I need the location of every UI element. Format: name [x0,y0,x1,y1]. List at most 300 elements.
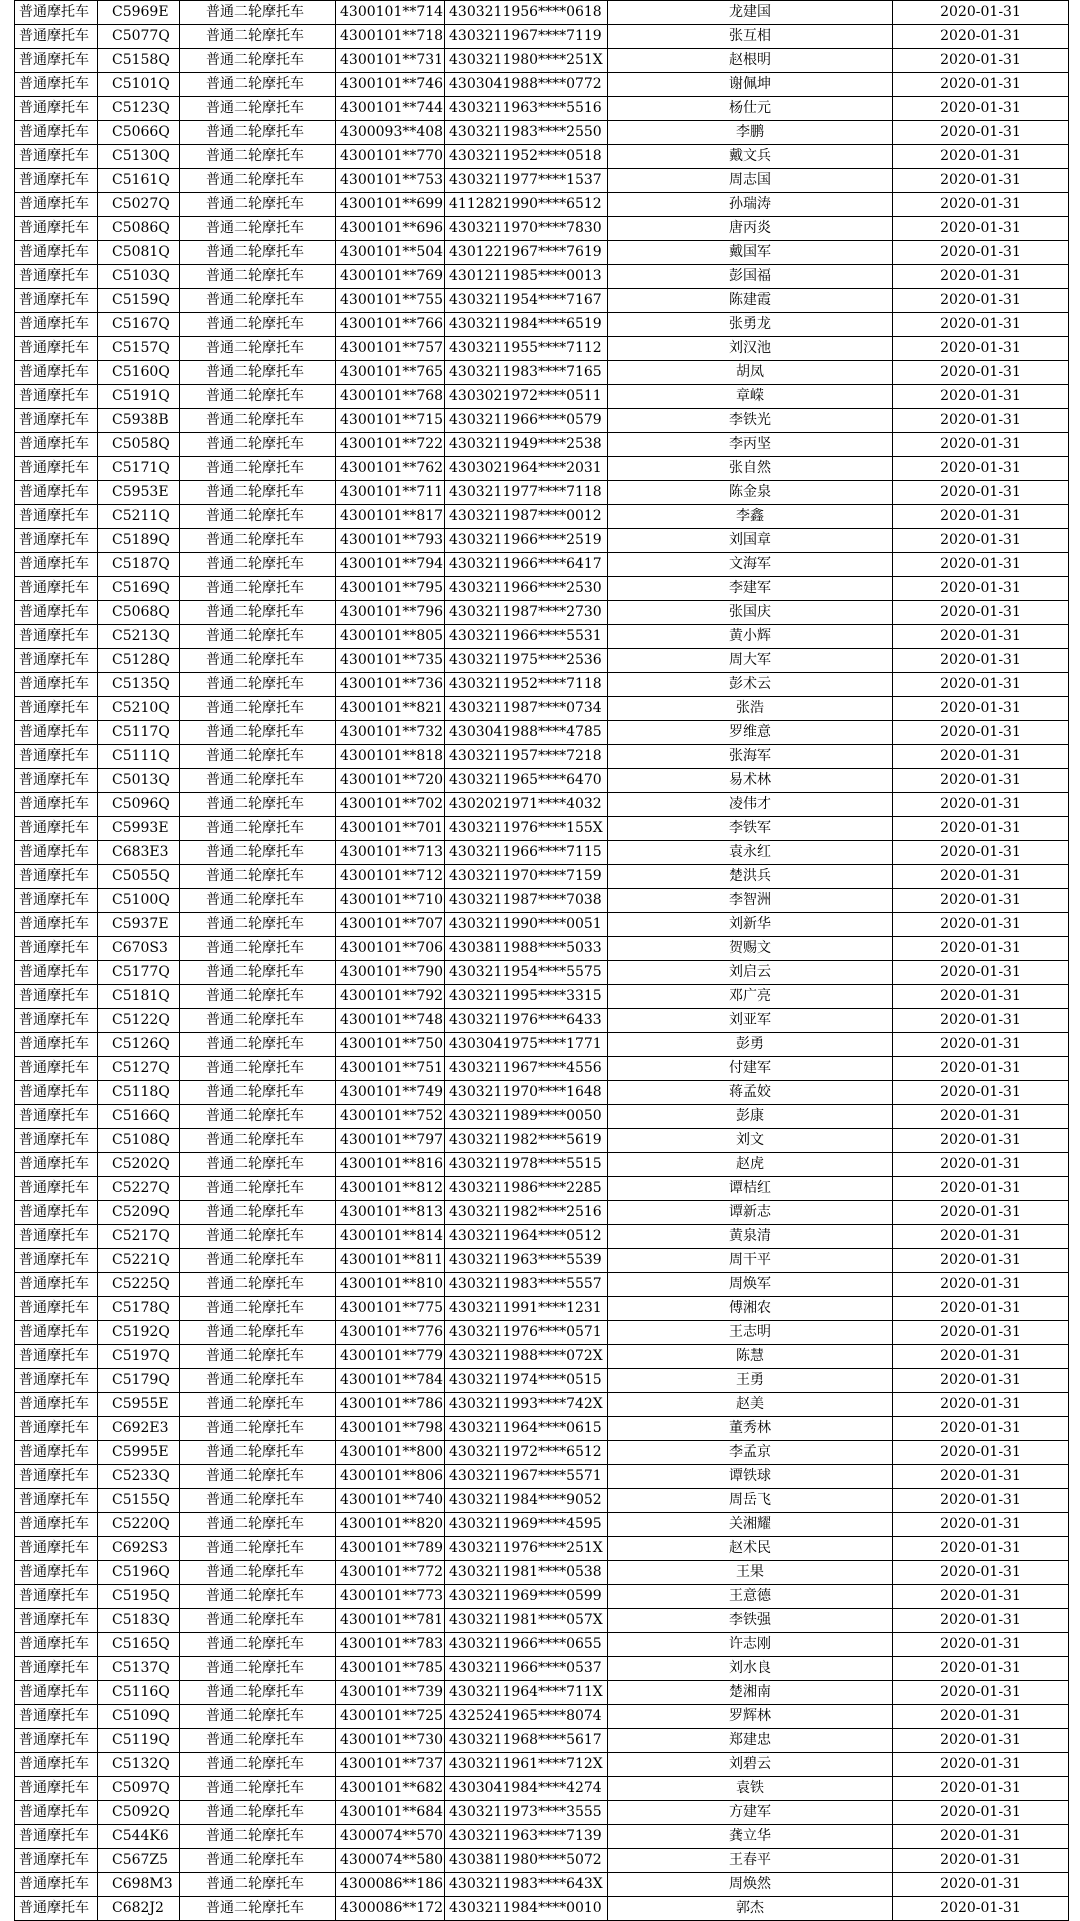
date-cell: 2020-01-31 [893,481,1069,505]
license-number-cell: 4300101**792 [336,985,445,1009]
table-row [15,1849,1069,1873]
vehicle-type-cell: 普通二轮摩托车 [180,625,336,649]
table-row [15,1513,1069,1537]
class-code-cell: C5211Q [98,505,180,529]
name-cell: 贺赐文 [608,937,893,961]
vehicle-category-cell: 普通摩托车 [15,1105,98,1129]
class-code-cell: C5077Q [98,25,180,49]
table-row [15,1417,1069,1441]
license-number-cell: 4300101**790 [336,961,445,985]
license-number-cell: 4300101**713 [336,841,445,865]
vehicle-category-cell: 普通摩托车 [15,457,98,481]
date-cell: 2020-01-31 [893,1009,1069,1033]
id-number-cell: 4303211976****251X [445,1537,608,1561]
class-code-cell: C5209Q [98,1201,180,1225]
id-number-cell: 4303021964****2031 [445,457,608,481]
license-number-cell: 4300086**186 [336,1873,445,1897]
name-cell: 章嵘 [608,385,893,409]
id-number-cell: 4301221967****7619 [445,241,608,265]
vehicle-category-cell: 普通摩托车 [15,145,98,169]
table-row [15,1489,1069,1513]
table-row [15,841,1069,865]
vehicle-type-cell: 普通二轮摩托车 [180,673,336,697]
vehicle-category-cell: 普通摩托车 [15,1081,98,1105]
vehicle-type-cell: 普通二轮摩托车 [180,1801,336,1825]
date-cell: 2020-01-31 [893,49,1069,73]
table-row [15,1009,1069,1033]
id-number-cell: 4303211976****0571 [445,1321,608,1345]
class-code-cell: C5027Q [98,193,180,217]
license-number-cell: 4300101**735 [336,649,445,673]
id-number-cell: 4303211987****0734 [445,697,608,721]
license-number-cell: 4300101**785 [336,1657,445,1681]
name-cell: 谭桔红 [608,1177,893,1201]
table-row [15,721,1069,745]
class-code-cell: C5109Q [98,1705,180,1729]
id-number-cell: 4303211986****2285 [445,1177,608,1201]
date-cell: 2020-01-31 [893,889,1069,913]
table-row [15,1105,1069,1129]
name-cell: 关湘耀 [608,1513,893,1537]
class-code-cell: C5126Q [98,1033,180,1057]
table-row [15,1297,1069,1321]
table-row [15,817,1069,841]
table-row [15,409,1069,433]
vehicle-category-cell: 普通摩托车 [15,505,98,529]
vehicle-type-cell: 普通二轮摩托车 [180,1225,336,1249]
vehicle-category-cell: 普通摩托车 [15,1177,98,1201]
name-cell: 陈慧 [608,1345,893,1369]
license-number-cell: 4300101**752 [336,1105,445,1129]
date-cell: 2020-01-31 [893,769,1069,793]
vehicle-type-cell: 普通二轮摩托车 [180,1081,336,1105]
vehicle-category-cell: 普通摩托车 [15,385,98,409]
vehicle-category-cell: 普通摩托车 [15,73,98,97]
date-cell: 2020-01-31 [893,601,1069,625]
name-cell: 文海军 [608,553,893,577]
vehicle-category-cell: 普通摩托车 [15,1225,98,1249]
name-cell: 张自然 [608,457,893,481]
vehicle-type-cell: 普通二轮摩托车 [180,745,336,769]
vehicle-type-cell: 普通二轮摩托车 [180,121,336,145]
license-number-cell: 4300093**408 [336,121,445,145]
date-cell: 2020-01-31 [893,1177,1069,1201]
name-cell: 李丙坚 [608,433,893,457]
table-row [15,289,1069,313]
class-code-cell: C5097Q [98,1777,180,1801]
vehicle-category-cell: 普通摩托车 [15,769,98,793]
license-number-cell: 4300101**805 [336,625,445,649]
vehicle-category-cell: 普通摩托车 [15,481,98,505]
table-row [15,97,1069,121]
class-code-cell: C5081Q [98,241,180,265]
name-cell: 王志明 [608,1321,893,1345]
license-number-cell: 4300101**783 [336,1633,445,1657]
table-row [15,217,1069,241]
vehicle-category-cell: 普通摩托车 [15,1777,98,1801]
table-row [15,1681,1069,1705]
vehicle-type-cell: 普通二轮摩托车 [180,1273,336,1297]
class-code-cell: C5127Q [98,1057,180,1081]
class-code-cell: C5159Q [98,289,180,313]
id-number-cell: 4303211983****5557 [445,1273,608,1297]
vehicle-category-cell: 普通摩托车 [15,1009,98,1033]
name-cell: 李铁军 [608,817,893,841]
vehicle-type-cell: 普通二轮摩托车 [180,1,336,25]
vehicle-type-cell: 普通二轮摩托车 [180,433,336,457]
table-row [15,1537,1069,1561]
date-cell: 2020-01-31 [893,1105,1069,1129]
class-code-cell: C5166Q [98,1105,180,1129]
id-number-cell: 4303211966****6417 [445,553,608,577]
id-number-cell: 4303021972****0511 [445,385,608,409]
name-cell: 张浩 [608,697,893,721]
table-row [15,1081,1069,1105]
id-number-cell: 4303211972****6512 [445,1441,608,1465]
license-number-cell: 4300101**701 [336,817,445,841]
vehicle-type-cell: 普通二轮摩托车 [180,769,336,793]
id-number-cell: 4303211954****5575 [445,961,608,985]
name-cell: 李铁光 [608,409,893,433]
vehicle-type-cell: 普通二轮摩托车 [180,1681,336,1705]
date-cell: 2020-01-31 [893,1897,1069,1921]
class-code-cell: C5111Q [98,745,180,769]
id-number-cell: 4303211963****5539 [445,1249,608,1273]
id-number-cell: 4303211952****0518 [445,145,608,169]
class-code-cell: C5995E [98,1441,180,1465]
name-cell: 孙瑞涛 [608,193,893,217]
vehicle-type-cell: 普通二轮摩托车 [180,145,336,169]
class-code-cell: C5955E [98,1393,180,1417]
id-number-cell: 4303211955****7112 [445,337,608,361]
id-number-cell: 4303211969****0599 [445,1585,608,1609]
name-cell: 张互相 [608,25,893,49]
vehicle-type-cell: 普通二轮摩托车 [180,1441,336,1465]
date-cell: 2020-01-31 [893,577,1069,601]
id-number-cell: 4303211961****712X [445,1753,608,1777]
class-code-cell: C5122Q [98,1009,180,1033]
name-cell: 张勇龙 [608,313,893,337]
vehicle-type-cell: 普通二轮摩托车 [180,697,336,721]
date-cell: 2020-01-31 [893,217,1069,241]
vehicle-category-cell: 普通摩托车 [15,1345,98,1369]
id-number-cell: 4303211964****711X [445,1681,608,1705]
date-cell: 2020-01-31 [893,1249,1069,1273]
id-number-cell: 4303211991****1231 [445,1297,608,1321]
class-code-cell: C5195Q [98,1585,180,1609]
name-cell: 王意德 [608,1585,893,1609]
id-number-cell: 4303211967****7119 [445,25,608,49]
license-number-cell: 4300101**772 [336,1561,445,1585]
vehicle-type-cell: 普通二轮摩托车 [180,97,336,121]
table-row [15,433,1069,457]
id-number-cell: 4303211978****5515 [445,1153,608,1177]
license-number-cell: 4300101**821 [336,697,445,721]
date-cell: 2020-01-31 [893,1033,1069,1057]
name-cell: 王果 [608,1561,893,1585]
vehicle-type-cell: 普通二轮摩托车 [180,73,336,97]
vehicle-category-cell: 普通摩托车 [15,1537,98,1561]
name-cell: 刘水良 [608,1657,893,1681]
id-number-cell: 4303211968****5617 [445,1729,608,1753]
vehicle-type-cell: 普通二轮摩托车 [180,1249,336,1273]
name-cell: 李鑫 [608,505,893,529]
name-cell: 刘启云 [608,961,893,985]
table-row [15,1249,1069,1273]
date-cell: 2020-01-31 [893,1,1069,25]
vehicle-type-cell: 普通二轮摩托车 [180,649,336,673]
name-cell: 李孟京 [608,1441,893,1465]
name-cell: 周焕然 [608,1873,893,1897]
table-row [15,697,1069,721]
vehicle-category-cell: 普通摩托车 [15,1321,98,1345]
name-cell: 傅湘农 [608,1297,893,1321]
vehicle-category-cell: 普通摩托车 [15,793,98,817]
id-number-cell: 4303211964****0615 [445,1417,608,1441]
name-cell: 胡凤 [608,361,893,385]
id-number-cell: 4303211963****5516 [445,97,608,121]
table-row [15,193,1069,217]
license-number-cell: 4300101**720 [336,769,445,793]
vehicle-category-cell: 普通摩托车 [15,25,98,49]
name-cell: 谭铁球 [608,1465,893,1489]
vehicle-type-cell: 普通二轮摩托车 [180,1393,336,1417]
table-row [15,337,1069,361]
vehicle-category-cell: 普通摩托车 [15,961,98,985]
name-cell: 周大军 [608,649,893,673]
license-number-cell: 4300101**818 [336,745,445,769]
license-number-cell: 4300101**751 [336,1057,445,1081]
table-row [15,1585,1069,1609]
class-code-cell: C5013Q [98,769,180,793]
license-number-cell: 4300101**755 [336,289,445,313]
table-row [15,1705,1069,1729]
id-number-cell: 4303041988****4785 [445,721,608,745]
date-cell: 2020-01-31 [893,817,1069,841]
license-number-cell: 4300101**711 [336,481,445,505]
vehicle-category-cell: 普通摩托车 [15,337,98,361]
vehicle-category-cell: 普通摩托车 [15,697,98,721]
license-number-cell: 4300101**712 [336,865,445,889]
date-cell: 2020-01-31 [893,1081,1069,1105]
license-number-cell: 4300101**753 [336,169,445,193]
name-cell: 张国庆 [608,601,893,625]
class-code-cell: C5221Q [98,1249,180,1273]
class-code-cell: C698M3 [98,1873,180,1897]
vehicle-type-cell: 普通二轮摩托车 [180,1873,336,1897]
class-code-cell: C5220Q [98,1513,180,1537]
date-cell: 2020-01-31 [893,1489,1069,1513]
license-number-cell: 4300101**820 [336,1513,445,1537]
vehicle-type-cell: 普通二轮摩托车 [180,985,336,1009]
id-number-cell: 4112821990****6512 [445,193,608,217]
date-cell: 2020-01-31 [893,961,1069,985]
class-code-cell: C5118Q [98,1081,180,1105]
record-table [14,0,1069,1921]
date-cell: 2020-01-31 [893,1321,1069,1345]
class-code-cell: C5210Q [98,697,180,721]
table-row [15,1393,1069,1417]
table-row [15,1777,1069,1801]
table-row [15,649,1069,673]
id-number-cell: 4303211952****7118 [445,673,608,697]
date-cell: 2020-01-31 [893,1417,1069,1441]
id-number-cell: 4303211977****1537 [445,169,608,193]
id-number-cell: 4303211987****2730 [445,601,608,625]
license-number-cell: 4300101**744 [336,97,445,121]
license-number-cell: 4300101**796 [336,601,445,625]
date-cell: 2020-01-31 [893,433,1069,457]
class-code-cell: C5108Q [98,1129,180,1153]
vehicle-category-cell: 普通摩托车 [15,1561,98,1585]
vehicle-category-cell: 普通摩托车 [15,1393,98,1417]
date-cell: 2020-01-31 [893,793,1069,817]
table-row [15,1345,1069,1369]
vehicle-type-cell: 普通二轮摩托车 [180,1561,336,1585]
name-cell: 许志刚 [608,1633,893,1657]
id-number-cell: 4303211982****5619 [445,1129,608,1153]
class-code-cell: C5155Q [98,1489,180,1513]
id-number-cell: 4303211975****2536 [445,649,608,673]
name-cell: 赵术民 [608,1537,893,1561]
license-number-cell: 4300101**725 [336,1705,445,1729]
license-number-cell: 4300101**696 [336,217,445,241]
vehicle-type-cell: 普通二轮摩托车 [180,1753,336,1777]
table-row [15,937,1069,961]
vehicle-category-cell: 普通摩托车 [15,1129,98,1153]
vehicle-type-cell: 普通二轮摩托车 [180,889,336,913]
name-cell: 张海军 [608,745,893,769]
date-cell: 2020-01-31 [893,1465,1069,1489]
name-cell: 袁永红 [608,841,893,865]
class-code-cell: C5092Q [98,1801,180,1825]
vehicle-type-cell: 普通二轮摩托车 [180,1657,336,1681]
vehicle-category-cell: 普通摩托车 [15,601,98,625]
vehicle-type-cell: 普通二轮摩托车 [180,1513,336,1537]
vehicle-category-cell: 普通摩托车 [15,1249,98,1273]
id-number-cell: 4303211983****2550 [445,121,608,145]
table-row [15,481,1069,505]
class-code-cell: C5202Q [98,1153,180,1177]
id-number-cell: 4303211984****0010 [445,1897,608,1921]
license-number-cell: 4300101**730 [336,1729,445,1753]
license-number-cell: 4300101**750 [336,1033,445,1057]
date-cell: 2020-01-31 [893,1849,1069,1873]
record-table-body [15,1,1069,1921]
table-row [15,1561,1069,1585]
license-number-cell: 4300101**798 [336,1417,445,1441]
id-number-cell: 4303211956****0618 [445,1,608,25]
name-cell: 袁铁 [608,1777,893,1801]
class-code-cell: C5119Q [98,1729,180,1753]
id-number-cell: 4303211982****2516 [445,1201,608,1225]
class-code-cell: C5177Q [98,961,180,985]
class-code-cell: C5233Q [98,1465,180,1489]
class-code-cell: C5165Q [98,1633,180,1657]
date-cell: 2020-01-31 [893,1825,1069,1849]
date-cell: 2020-01-31 [893,1129,1069,1153]
name-cell: 李建军 [608,577,893,601]
date-cell: 2020-01-31 [893,1801,1069,1825]
vehicle-category-cell: 普通摩托车 [15,1441,98,1465]
table-row [15,1321,1069,1345]
class-code-cell: C5132Q [98,1753,180,1777]
vehicle-type-cell: 普通二轮摩托车 [180,1609,336,1633]
id-number-cell: 4303211981****0538 [445,1561,608,1585]
name-cell: 郭杰 [608,1897,893,1921]
name-cell: 彭勇 [608,1033,893,1057]
date-cell: 2020-01-31 [893,169,1069,193]
name-cell: 董秀林 [608,1417,893,1441]
vehicle-category-cell: 普通摩托车 [15,1,98,25]
id-number-cell: 4303211954****7167 [445,289,608,313]
date-cell: 2020-01-31 [893,937,1069,961]
id-number-cell: 4303211977****7118 [445,481,608,505]
table-row [15,601,1069,625]
class-code-cell: C5197Q [98,1345,180,1369]
vehicle-type-cell: 普通二轮摩托车 [180,1321,336,1345]
table-row [15,961,1069,985]
license-number-cell: 4300101**794 [336,553,445,577]
name-cell: 周干平 [608,1249,893,1273]
vehicle-type-cell: 普通二轮摩托车 [180,1897,336,1921]
license-number-cell: 4300101**740 [336,1489,445,1513]
class-code-cell: C544K6 [98,1825,180,1849]
name-cell: 陈建霞 [608,289,893,313]
name-cell: 邓广亮 [608,985,893,1009]
vehicle-type-cell: 普通二轮摩托车 [180,1633,336,1657]
license-number-cell: 4300101**810 [336,1273,445,1297]
id-number-cell: 4303211966****2519 [445,529,608,553]
table-row [15,49,1069,73]
vehicle-type-cell: 普通二轮摩托车 [180,1417,336,1441]
license-number-cell: 4300101**739 [336,1681,445,1705]
class-code-cell: C5167Q [98,313,180,337]
vehicle-type-cell: 普通二轮摩托车 [180,169,336,193]
name-cell: 李铁强 [608,1609,893,1633]
license-number-cell: 4300101**806 [336,1465,445,1489]
table-row [15,1273,1069,1297]
date-cell: 2020-01-31 [893,1369,1069,1393]
vehicle-type-cell: 普通二轮摩托车 [180,601,336,625]
license-number-cell: 4300101**816 [336,1153,445,1177]
vehicle-category-cell: 普通摩托车 [15,361,98,385]
table-row [15,673,1069,697]
date-cell: 2020-01-31 [893,1273,1069,1297]
vehicle-category-cell: 普通摩托车 [15,937,98,961]
license-number-cell: 4300101**781 [336,1609,445,1633]
date-cell: 2020-01-31 [893,25,1069,49]
date-cell: 2020-01-31 [893,1297,1069,1321]
id-number-cell: 4325241965****8074 [445,1705,608,1729]
name-cell: 龚立华 [608,1825,893,1849]
name-cell: 刘国章 [608,529,893,553]
vehicle-category-cell: 普通摩托车 [15,529,98,553]
date-cell: 2020-01-31 [893,1681,1069,1705]
class-code-cell: C5066Q [98,121,180,145]
table-row [15,1177,1069,1201]
license-number-cell: 4300101**722 [336,433,445,457]
name-cell: 楚湘南 [608,1681,893,1705]
id-number-cell: 4303211967****5571 [445,1465,608,1489]
license-number-cell: 4300101**715 [336,409,445,433]
vehicle-type-cell: 普通二轮摩托车 [180,793,336,817]
id-number-cell: 4303211987****0012 [445,505,608,529]
id-number-cell: 4303211976****6433 [445,1009,608,1033]
vehicle-category-cell: 普通摩托车 [15,1201,98,1225]
name-cell: 王春平 [608,1849,893,1873]
vehicle-category-cell: 普通摩托车 [15,577,98,601]
